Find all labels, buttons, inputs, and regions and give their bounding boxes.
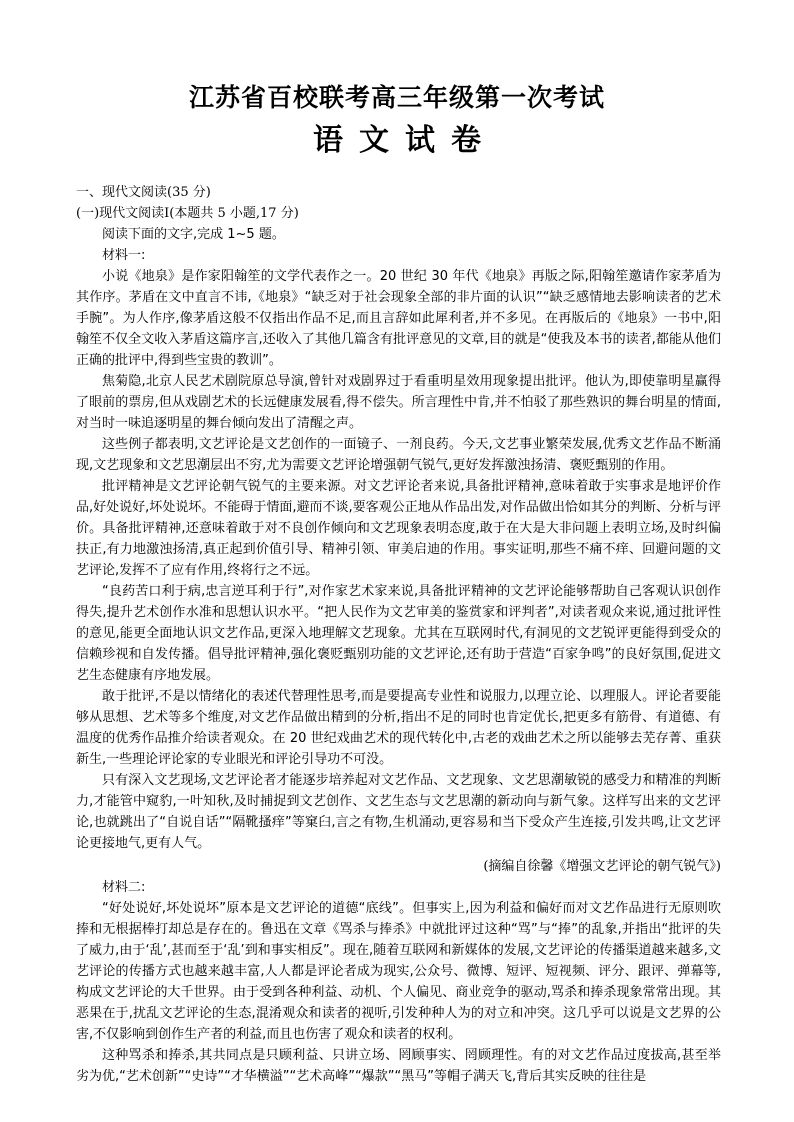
section-subheading: (一)现代文阅读Ⅰ(本题共 5 小题,17 分) — [76, 206, 299, 221]
material-1-paragraph-6: 敢于批评,不是以情绪化的表述代替理性思考,而是要提高专业性和说服力,以理立论、以理服人。评论者要能够从思想、艺术等多个维度,对文艺作品做出精到的分析,指出不足的同时也肯定优长,把更多有筋骨、有道德、有温度的优秀作品推介给读者观众。在 20 世纪戏曲艺术的现代转化中,古老的戏曲艺术之所以能够去芜存菁、重获新生,一些理论评论家的专业眼光和评论引导功不可没。 — [76, 689, 721, 767]
material-2-label: 材料二: — [102, 880, 146, 895]
material-1-paragraph-2: 焦菊隐,北京人民艺术剧院原总导演,曾针对戏剧界过于看重明星效用现象提出批评。他认为,即使靠明星赢得了眼前的票房,但从戏剧艺术的长远健康发展看,得不偿失。所言理性中肯,并不怕驳了那些熟识的舞台明星的情面,对当时一味追逐明星的舞台倾向发出了清醒之声。 — [76, 374, 721, 431]
exam-title: 江苏省百校联考高三年级第一次考试 — [188, 83, 605, 112]
material-1-source: (摘编自徐馨《增强文艺评论的朝气锐气》) — [483, 859, 721, 874]
material-2-paragraph-1: “好处说好,坏处说坏”原本是文艺评论的道德“底线”。但事实上,因为利益和偏好而对文艺作品进行无原则吹捧和无根据棒打却总是存在的。鲁迅在文章《骂杀与捧杀》中就批评过这种“骂”与“捧”的乱象,并指出“批评的失了威力,由于‘乱’,甚而至于‘乱’到和事实相反”。现在,随着互联网和新媒体的发展,文艺评论的传播渠道越来越多,文艺评论的传播方式也越来越丰富,人人都是评论者成为现实,公众号、微博、短评、短视频、评分、跟评、弹幕等,构成文艺评论的大千世界。由于受到各种利益、动机、个人偏见、商业竞争的驱动,骂杀和捧杀现象常常出现。其恶果在于,扰乱文艺评论的生态,混淆观众和读者的视听,引发种种人为的对立和冲突。这几乎可以说是文艺界的公害,不仅影响到创作生产者的利益,而且也伤害了观众和读者的权利。 — [76, 901, 721, 1042]
material-1-label: 材料一: — [102, 248, 146, 263]
material-1-paragraph-7: 只有深入文艺现场,文艺评论者才能逐步培养起对文艺作品、文艺现象、文艺思潮敏锐的感受力和精准的判断力,才能管中窥豹,一叶知秋,及时捕捉到文艺创作、文艺生态与文艺思潮的新动向与新气象。这样写出来的文艺评论,也就跳出了“自说自话”“隔靴搔痒”等窠臼,言之有物,生机涌动,更容易和当下受众产生连接,引发共鸣,让文艺评论更接地气,更有人气。 — [76, 773, 721, 851]
material-1-paragraph-1: 小说《地泉》是作家阳翰笙的文学代表作之一。20 世纪 30 年代《地泉》再版之际,阳翰笙邀请作家茅盾为其作序。茅盾在文中直言不讳,《地泉》“缺乏对于社会现象全部的非片面的认识”“缺乏感情地去影响读者的艺术手腕”。为人作序,像茅盾这般不仅指出作品不足,而且言辞如此犀利者,并不多见。在再版后的《地泉》一书中,阳翰笙不仅全文收入茅盾这篇序言,还收入了其他几篇含有批评意见的文章,目的就是“使我及本书的读者,都能从他们正确的批评中,得到些宝贵的教训”。 — [76, 269, 721, 368]
material-1-paragraph-4: 批评精神是文艺评论朝气锐气的主要来源。对文艺评论者来说,具备批评精神,意味着敢于实事求是地评价作品,好处说好,坏处说坏。不能碍于情面,避而不谈,要客观公正地从作品出发,对作品做出恰如其分的判断、分析与评价。具备批评精神,还意味着敢于对不良创作倾向和文艺现象表明态度,敢于在大是大非问题上表明立场,及时纠偏扶正,有力地激浊扬清,真正起到价值引导、精神引领、审美启迪的作用。事实证明,那些不痛不痒、回避问题的文艺评论,发挥不了应有作用,终将行之不远。 — [76, 479, 721, 578]
material-2-paragraph-2: 这种骂杀和捧杀,其共同点是只顾利益、只讲立场、罔顾事实、罔顾理性。有的对文艺作品过度拔高,甚至举劣为优,“艺术创新”“史诗”“才华横溢”“艺术高峰”“爆款”“黑马”等帽子满天飞,背后其实反映的往往是 — [76, 1048, 721, 1084]
section-heading: 一、现代文阅读(35 分) — [76, 185, 211, 200]
subject-title: 语文试卷 — [313, 123, 497, 158]
exam-content — [76, 182, 721, 1087]
material-1-paragraph-5: “良药苦口利于病,忠言逆耳利于行”,对作家艺术家来说,具备批评精神的文艺评论能够帮助自己客观认识创作得失,提升艺术创作水准和思想认识水平。“把人民作为文艺审美的鉴赏家和评判者”,对读者观众来说,通过批评性的意见,能更全面地认识文艺作品,更深入地理解文艺现象。尤其在互联网时代,有洞见的文艺锐评更能得到受众的信赖珍视和自发传播。倡导批评精神,强化褒贬甄别功能的文艺评论,还有助于营造“百家争鸣”的良好氛围,促进文艺生态健康有序地发展。 — [76, 584, 721, 683]
material-1-paragraph-3: 这些例子都表明,文艺评论是文艺创作的一面镜子、一剂良药。今天,文艺事业繁荣发展,优秀文艺作品不断涌现,文艺现象和文艺思潮层出不穷,尤为需要文艺评论增强朝气锐气,更好发挥激浊扬清、褒贬甄别的作用。 — [76, 437, 721, 473]
reading-instruction: 阅读下面的文字,完成 1~5 题。 — [102, 227, 285, 242]
